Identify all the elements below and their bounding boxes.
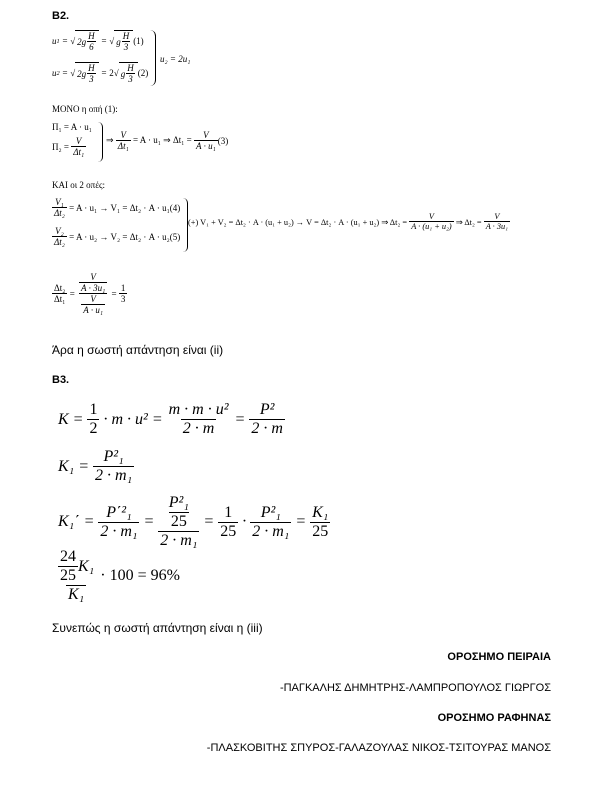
eq-u1-f1-den: 6: [89, 42, 94, 52]
k1p-lhs: K₁΄ =: [58, 513, 95, 530]
pi1-eq: Π₁ = Α · u₁: [52, 122, 92, 132]
pi2-den: Δt₁: [73, 147, 85, 157]
k1p-f2-top: P²₁: [168, 494, 189, 511]
ratio-eq: $\frac{\text{Δt₂}}{\text{Δt₁}}$ = $\frac{\frac{V}{\text{Α · 3u₁}}}{\frac{V}{\text{Α · u₁}}}$ = $\frac{1}{3}$: [54, 272, 126, 315]
k-eq: K = $\frac{1}{2}$ · m · u² = $\frac{\text{m · m · u²}}{2 \cdot m}$ = $\frac{\text{P²}}{2 \cdot m}$: [58, 401, 283, 437]
eq-u2-f2-den: 3: [128, 74, 133, 84]
k1p-f3-den: 25: [220, 522, 237, 540]
k1p-f2-mid: 25: [170, 513, 187, 530]
chain1-den: Δt₁: [117, 141, 129, 151]
eq-u1-sub: 1: [56, 37, 60, 45]
pct-den: K₁: [68, 586, 85, 603]
l5-rest: = Α · u₂ → V₂ = Δt₂ · Α · u₂(5): [69, 231, 181, 242]
pct-num-k: K₁: [78, 557, 95, 575]
eq-u2: u 2 = √ 2g $\frac{H}{3}$ = 2 √ g $\frac{H}{3}$ (2): [52, 63, 149, 84]
k1-den: 2 · m₁: [95, 467, 133, 484]
ratio-lhs-num: Δt₂: [54, 283, 66, 293]
eq-u1: u 1 = √ 2g $\frac{H}{6}$ = √ g $\frac{H}{3}$ (1): [52, 31, 144, 52]
credits-group1-names: -ΠΑΓΚΑΛΗΣ ΔΗΜΗΤΡΗΣ-ΛΑΜΠΡΟΠΟΥΛΟΣ ΓΙΩΡΓΟΣ: [279, 682, 551, 694]
pct-eq: [56, 548, 180, 604]
l4-den: Δt₂: [54, 208, 65, 218]
ratio-rhs-den: 3: [120, 294, 126, 304]
plus-den2: Α · 3u₁: [485, 222, 509, 231]
k1-num: P²₁: [103, 448, 124, 465]
k1p-f5-num: K₁: [312, 503, 329, 521]
k-mid: · m · u² =: [103, 410, 163, 428]
ratio-top-num: V: [90, 272, 96, 282]
eq-u2-f1-num: H: [88, 63, 95, 73]
pi2-num: V: [75, 136, 82, 146]
l5-den: Δt₂: [54, 237, 65, 247]
plus-chain-text: (+) V₁ + V₂ = Δt₂ · Α · (u₁ + u₂) → V = Δt₂ · Α · (u₁ + u₂) ⇒ Δt₂ =: [188, 217, 408, 227]
brace-pi: [98, 122, 103, 162]
b2-heading: B2.: [52, 10, 70, 22]
chain1-num2: V: [203, 130, 209, 140]
k-lhs: K =: [58, 410, 84, 428]
k-f1-num: 1: [89, 401, 98, 418]
k1-lhs: K₁ =: [58, 457, 90, 475]
ratio-bot-num: V: [90, 294, 96, 304]
pi2-eq: [52, 136, 86, 157]
eq-u1-lhs: u: [52, 36, 57, 46]
pct-num-b: 25: [60, 567, 76, 584]
ratio-lhs-den: Δt₁: [54, 294, 66, 304]
chain1-num: V: [120, 130, 126, 140]
plus-mid: ⇒ Δt₂ =: [455, 217, 482, 227]
l4-rest: = Α · u₁ → V₁ = Δt₂ · Α · u₁(4): [69, 202, 181, 213]
eq-u-result: u₂ = 2u₁: [160, 54, 191, 64]
l5-num: V₂: [55, 226, 64, 236]
mono-label: ΜΟΝΟ η οπή (1):: [52, 104, 118, 114]
k-f2-den: 2 · m: [182, 420, 215, 437]
eq-u1-rad2: g: [116, 36, 121, 47]
eq-u1-f2-den: 3: [123, 42, 129, 52]
k1p-f1-den: 2 · m₁: [100, 522, 138, 540]
eq-line4: [52, 197, 180, 218]
plus-den: Α · (u₁ + u₂): [411, 222, 452, 231]
brace-u: [150, 30, 156, 86]
eq-u2-sub: 2: [56, 69, 60, 77]
chain1-tag: (3): [217, 135, 229, 146]
k1-eq: [58, 448, 134, 485]
eq-u2-rad1: 2g: [77, 68, 87, 79]
eq-u2-f2-num: H: [127, 63, 134, 73]
k1p-f3-num: 1: [224, 503, 233, 521]
eq-u1-rad1: 2g: [77, 36, 87, 47]
k1p-f5-den: 25: [312, 522, 329, 540]
eq-u1-tag: (1): [133, 36, 144, 46]
eq-line5: [52, 226, 180, 247]
eq-u1-f2-num: H: [122, 31, 130, 41]
credits-group2-names: -ΠΛΑΣΚΟΒΙΤΗΣ ΣΠΥΡΟΣ-ΓΑΛΑΖΟΥΛΑΣ ΝΙΚΟΣ-ΤΣΙΤΟΥΡΑΣ ΜΑΝΟΣ: [206, 742, 551, 754]
plus-num: V: [428, 212, 434, 221]
k-f3-num: P²: [259, 401, 275, 418]
pct-num-a: 24: [60, 548, 76, 565]
plus-num2: V: [494, 212, 500, 221]
credits-group2-title: ΟΡΟΣΗΜΟ ΡΑΦΗΝΑΣ: [437, 712, 551, 724]
b2-answer: Άρα η σωστή απάντηση είναι (ii): [52, 343, 224, 357]
k-f1-den: 2: [89, 420, 98, 437]
eq-u1-f1-num: H: [88, 31, 95, 41]
k1p-f4-num: P²₁: [260, 503, 281, 521]
chain1-den2: Α · u₁: [195, 141, 216, 151]
eq-u2-lhs: u: [52, 68, 57, 78]
pct-rest: · 100 = 96%: [100, 567, 180, 584]
ratio-bot-den: Α · u₁: [83, 305, 103, 315]
b3-heading: B3.: [52, 374, 70, 386]
k1p-eq: K₁΄ = $\frac{\text{P΄²₁}}{\text{2 · m₁}}$ = $\frac{\frac{\text{P²₁}}{25}}{\text{2 · m₁}}$ = $\frac{1}{25}$ · $\frac{\text{P²₁}}{\text{2 · m₁}}$ = $\frac{\text{K₁}}{25}$: [58, 494, 329, 549]
chain1: ⇒ $\frac{V}{\text{Δt₁}}$ = Α · u₁ ⇒ Δt₁ = $\frac{V}{\text{Α · u₁}}$ (3): [106, 130, 229, 151]
k-f2-num: m · m · u²: [168, 401, 229, 418]
ratio-top-den: Α · 3u₁: [81, 283, 106, 293]
eq-u2-tag: (2): [137, 68, 149, 78]
k1p-f2-den: 2 · m₁: [160, 532, 198, 549]
ratio-rhs-num: 1: [120, 283, 126, 293]
kai-label: ΚΑΙ οι 2 οπές:: [52, 180, 106, 190]
eq-u2-rad2: g: [120, 68, 126, 79]
chain1-mid: = Α · u₁ ⇒ Δt₁ =: [132, 135, 192, 145]
k-f3-den: 2 · m: [251, 420, 283, 437]
credits-group1-title: ΟΡΟΣΗΜΟ ΠΕΙΡΑΙΑ: [447, 651, 551, 663]
k1p-f4-den: 2 · m₁: [252, 522, 290, 540]
l4-num: V₁: [55, 197, 64, 207]
pi2-lhs: Π₂ =: [52, 141, 69, 152]
eq-u2-f1-den: 3: [89, 74, 94, 84]
b3-answer: Συνεπώς η σωστή απάντηση είναι η (iii): [52, 621, 263, 635]
eq-u2-coef: 2: [109, 68, 114, 78]
k1p-f1-num: P΄²₁: [106, 503, 132, 521]
plus-chain: [188, 212, 510, 231]
